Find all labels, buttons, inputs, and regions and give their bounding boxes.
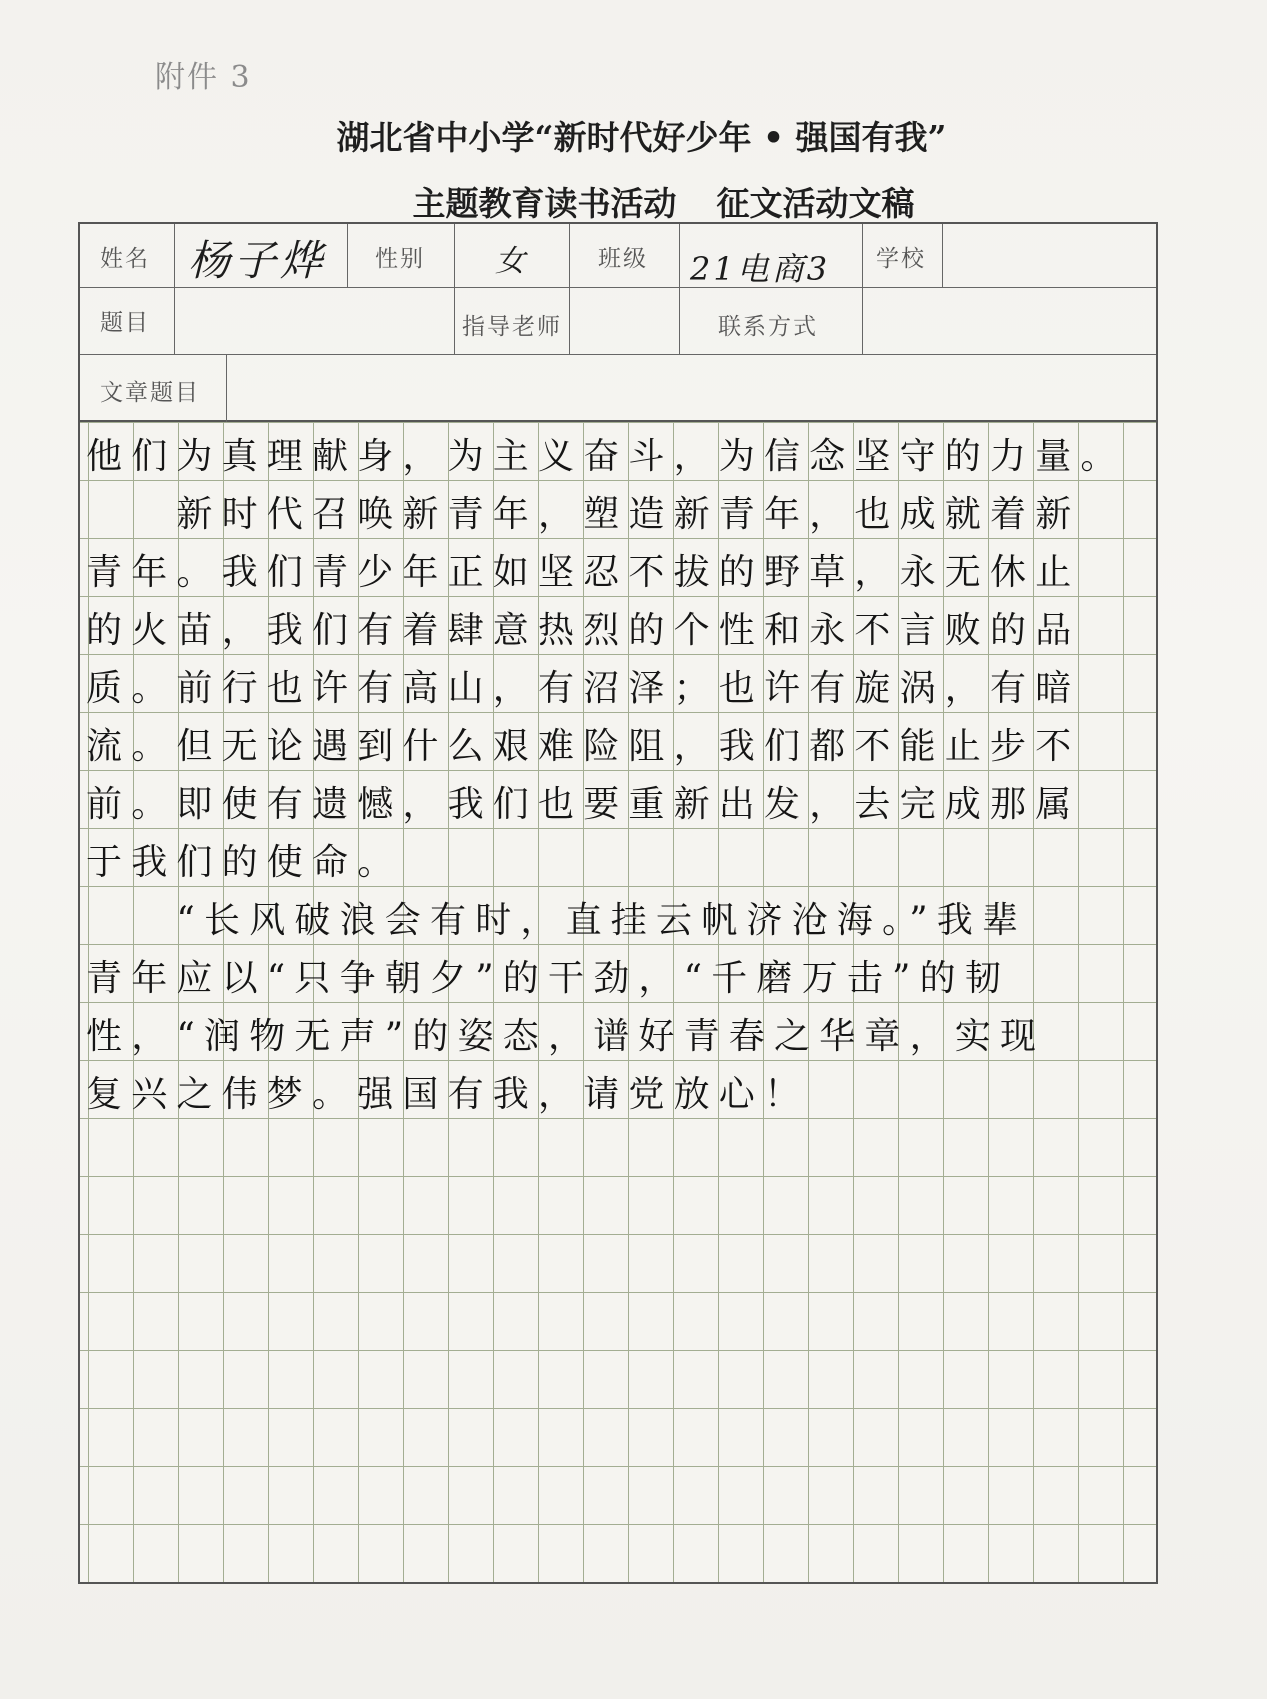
essay-line: 复兴之伟梦。强国有我，请党放心！ xyxy=(86,1074,810,1115)
class-value[interactable]: 21电商3 xyxy=(690,250,831,288)
form-title-line2-part1: 主题教育读书活动 xyxy=(412,184,677,223)
essay-line: 的火苗，我们有着肆意热烈的个性和永不言败的品 xyxy=(86,610,1081,651)
col-divider xyxy=(174,287,175,354)
contact-label: 联系方式 xyxy=(718,314,818,340)
class-label: 班级 xyxy=(598,246,648,272)
teacher-label: 指导老师 xyxy=(462,314,562,340)
essay-line: 性，“润物无声”的姿态，谱好青春之华章，实现 xyxy=(86,1016,1046,1057)
col-divider xyxy=(347,224,348,287)
form-title-line2 xyxy=(0,178,1267,225)
essay-body[interactable] xyxy=(86,428,1166,1124)
essay-line: 新时代召唤新青年，塑造新青年，也成就着新 xyxy=(86,494,1081,535)
attachment-label: 附件 3 xyxy=(155,60,252,95)
essay-line: 质。前行也许有高山，有沼泽；也许有旋涡，有暗 xyxy=(86,668,1081,709)
col-divider xyxy=(174,224,175,287)
essay-line: 流。但无论遇到什么艰难险阻，我们都不能止步不 xyxy=(86,726,1081,767)
name-label: 姓名 xyxy=(100,246,150,272)
gender-label: 性别 xyxy=(375,246,425,272)
article-title-label: 文章题目 xyxy=(100,380,200,406)
essay-line: 青年。我们青少年正如坚忍不拔的野草，永无休止 xyxy=(86,552,1081,593)
col-divider xyxy=(226,354,227,422)
essay-line: 青年应以“只争朝夕”的干劲，“千磨万击”的韧 xyxy=(86,958,1011,999)
col-divider xyxy=(862,224,863,354)
col-divider xyxy=(942,224,943,287)
col-divider xyxy=(679,224,680,354)
form-title-line1: 湖北省中小学“新时代好少年 • 强国有我” xyxy=(336,118,947,157)
col-divider xyxy=(454,224,455,354)
row-divider xyxy=(80,354,1156,355)
gender-value[interactable]: 女 xyxy=(495,244,525,279)
name-value[interactable]: 杨子烨 xyxy=(188,236,327,285)
form-title-line2-part2: 征文活动文稿 xyxy=(716,184,915,223)
school-label: 学校 xyxy=(876,246,926,272)
col-divider xyxy=(569,224,570,354)
essay-line: 他们为真理献身，为主义奋斗，为信念坚守的力量。 xyxy=(86,436,1126,477)
topic-label: 题目 xyxy=(100,310,150,336)
essay-line: 前。即使有遗憾，我们也要重新出发，去完成那属 xyxy=(86,784,1081,825)
essay-line: “长风破浪会有时，直挂云帆济沧海。”我辈 xyxy=(86,900,1028,941)
essay-line: 于我们的使命。 xyxy=(86,842,403,883)
student-info-table xyxy=(78,222,1158,422)
